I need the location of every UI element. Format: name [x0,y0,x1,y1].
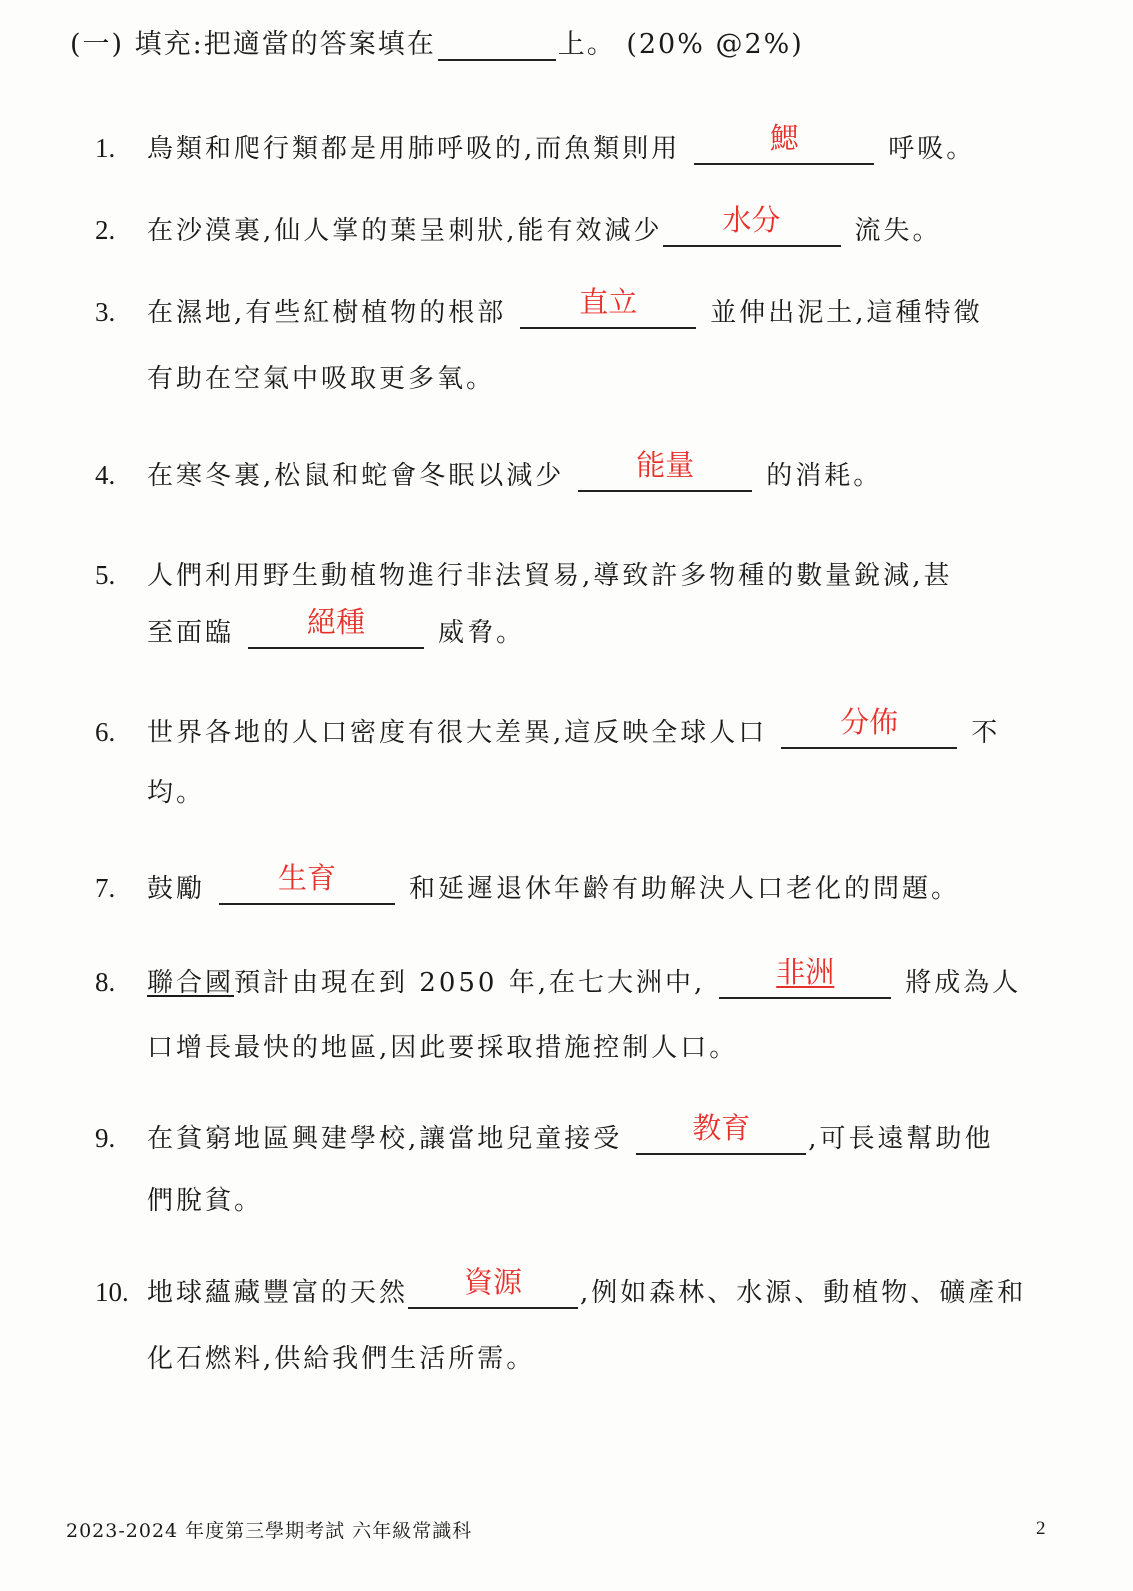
answer-blank[interactable] [781,705,957,749]
question-number: 2. [95,215,116,245]
question-text: 鼓勵 [147,874,206,904]
question-text: 在沙漠裏,仙人掌的葉呈刺狀,能有效減少 [147,216,663,246]
answer-text: 分佈 [840,705,899,739]
question-8-line-2: 口增長最快的地區,因此要採取措施控制人口。 [147,1033,739,1063]
answer-blank[interactable] [248,605,424,649]
question-number: 6. [95,717,116,747]
answer-blank[interactable] [578,448,752,492]
heading-blank [438,33,556,61]
question-number: 4. [95,460,116,490]
answer-text: 生育 [278,861,337,895]
answer-text: 非洲 [776,955,835,989]
question-number: 9. [95,1123,116,1153]
answer-blank[interactable] [636,1111,806,1155]
question-number: 8. [95,967,116,997]
section-heading [70,22,804,61]
question-number: 1. [95,133,116,163]
answer-text: 鰓 [769,121,799,155]
answer-blank[interactable] [408,1265,578,1309]
answer-blank[interactable] [219,861,395,905]
question-text: 在貧窮地區興建學校,讓當地兒童接受 [147,1124,623,1154]
question-text: 的消耗。 [766,461,883,491]
question-text: 地球蘊藏豐富的天然 [147,1278,409,1308]
question-text: 預計由現在到 2050 年,在七大洲中, [234,968,706,998]
answer-text: 教育 [692,1111,751,1145]
question-text: 流失。 [854,216,942,246]
question-text: 和延遲退休年齡有助解決人口老化的問題。 [409,874,961,904]
question-6-line-2: 均。 [147,778,206,808]
question-1 [95,121,976,165]
answer-text: 能量 [636,448,695,482]
question-text: 不 [971,718,1001,748]
page-number: 2 [1036,1518,1046,1539]
heading-prefix: (一) 填充:把適當的答案填在 [70,29,436,60]
footer-exam-title: 2023-2024 年度第三學期考試 六年級常識科 [66,1520,473,1542]
question-text: ,例如森林、水源、動植物、礦產和 [580,1278,1027,1308]
question-text: 在濕地,有些紅樹植物的根部 [147,298,507,328]
question-text: 將成為人 [905,968,1022,998]
question-text: 至面臨 [147,618,235,648]
question-number: 3. [95,297,116,327]
underlined-term: 聯合國 [147,968,235,998]
question-7 [95,861,961,905]
answer-blank[interactable] [520,285,696,329]
question-text: 在寒冬裏,松鼠和蛇會冬眠以減少 [147,461,565,491]
question-9-line-2: 們脫貧。 [147,1186,264,1216]
answer-blank[interactable] [694,121,874,165]
question-10-line-2: 化石燃料,供給我們生活所需。 [147,1344,536,1374]
question-5-line-2 [147,605,526,649]
answer-text: 絕種 [307,605,366,639]
answer-text: 直立 [579,285,638,319]
question-2 [95,203,942,247]
question-number: 10. [95,1277,129,1307]
answer-blank[interactable] [663,203,841,247]
question-text: 世界各地的人口密度有很大差異,這反映全球人口 [147,718,768,748]
heading-suffix: 上。 (20% @2%) [557,29,804,60]
question-number: 5. [95,560,116,590]
question-6 [95,705,1001,749]
question-5 [95,555,953,592]
question-text: 人們利用野生動植物進行非法貿易,導致許多物種的數量銳減,甚 [147,561,953,591]
question-text: 鳥類和爬行類都是用肺呼吸的,而魚類則用 [147,134,681,164]
question-3 [95,285,983,329]
question-4 [95,448,883,492]
question-8 [95,955,1022,999]
question-number: 7. [95,873,116,903]
question-text: ,可長遠幫助他 [808,1124,994,1154]
question-text: 威脅。 [438,618,526,648]
question-9 [95,1111,994,1155]
question-text: 並伸出泥土,這種特徵 [710,298,983,328]
answer-text: 水分 [722,203,781,237]
question-10 [95,1265,1027,1309]
question-3-line-2: 有助在空氣中吸取更多氧。 [147,364,496,394]
question-text: 呼吸。 [888,134,976,164]
answer-text: 資源 [464,1265,523,1299]
answer-blank[interactable] [719,955,891,999]
